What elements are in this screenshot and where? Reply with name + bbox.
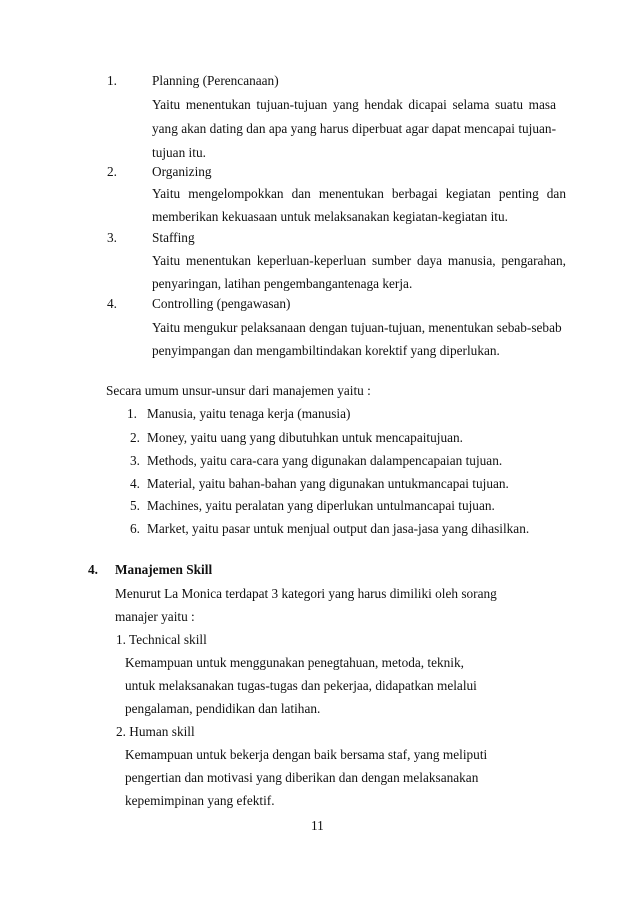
staffing-desc-line-1: Yaitu menentukan keperluan-keperluan sumber daya manusia, pengarahan, [152,253,566,268]
staffing-number: 3. [107,230,117,245]
organizing-desc-line-2: memberikan kekuasaan untuk melaksanakan kegiatan-kegiatan itu. [152,209,508,224]
organizing-title: Organizing [152,164,212,179]
unsur-item-number: 4. [130,476,140,491]
staffing-title: Staffing [152,230,195,245]
unsur-item-number: 2. [130,430,140,445]
controlling-desc-line-2: penyimpangan dan mengambiltindakan korektif yang diperlukan. [152,343,500,358]
technical-skill-line-3: pengalaman, pendidikan dan latihan. [125,701,321,716]
controlling-title: Controlling (pengawasan) [152,296,291,311]
planning-desc-line-3: tujuan itu. [152,145,206,160]
unsur-item-text: Machines, yaitu peralatan yang diperlukan untulmancapai tujuan. [147,498,495,513]
technical-skill-title: 1. Technical skill [116,632,207,647]
unsur-item-text: Manusia, yaitu tenaga kerja (manusia) [147,406,351,421]
section-intro-line-1: Menurut La Monica terdapat 3 kategori yang harus dimiliki oleh sorang [115,586,497,601]
planning-number: 1. [107,73,117,88]
page-number: 11 [311,818,324,833]
section-intro-line-2: manajer yaitu : [115,609,195,624]
unsur-item-text: Market, yaitu pasar untuk menjual output dan jasa-jasa yang dihasilkan. [147,521,530,536]
organizing-desc-line-1: Yaitu mengelompokkan dan menentukan berbagai kegiatan penting dan [152,186,566,201]
section-number: 4. [88,562,98,577]
technical-skill-line-1: Kemampuan untuk menggunakan penegtahuan, metoda, teknik, [125,655,464,670]
human-skill-title: 2. Human skill [116,724,195,739]
controlling-desc-line-1: Yaitu mengukur pelaksanaan dengan tujuan-tujuan, menentukan sebab-sebab [152,320,562,335]
planning-title: Planning (Perencanaan) [152,73,279,88]
planning-desc-line-2: yang akan dating dan apa yang harus diperbuat agar dapat mencapai tujuan- [152,121,556,136]
staffing-desc-line-2: penyaringan, latihan pengembangantenaga kerja. [152,276,413,291]
human-skill-line-3: kepemimpinan yang efektif. [125,793,275,808]
unsur-item-text: Material, yaitu bahan-bahan yang digunakan untukmancapai tujuan. [147,476,509,491]
human-skill-line-2: pengertian dan motivasi yang diberikan dan dengan melaksanakan [125,770,479,785]
planning-desc-line-1: Yaitu menentukan tujuan-tujuan yang hendak dicapai selama suatu masa [152,97,556,112]
unsur-item-text: Money, yaitu uang yang dibutuhkan untuk mencapaitujuan. [147,430,463,445]
unsur-item-number: 3. [130,453,140,468]
organizing-number: 2. [107,164,117,179]
human-skill-line-1: Kemampuan untuk bekerja dengan baik bersama staf, yang meliputi [125,747,488,762]
section-heading: Manajemen Skill [115,562,213,577]
unsur-item-number: 1. [127,406,137,421]
unsur-item-number: 5. [130,498,140,513]
unsur-item-number: 6. [130,521,140,536]
unsur-intro: Secara umum unsur-unsur dari manajemen yaitu : [106,383,371,398]
unsur-item-text: Methods, yaitu cara-cara yang digunakan dalampencapaian tujuan. [147,453,503,468]
technical-skill-line-2: untuk melaksanakan tugas-tugas dan pekerjaa, didapatkan melalui [125,678,477,693]
controlling-number: 4. [107,296,117,311]
